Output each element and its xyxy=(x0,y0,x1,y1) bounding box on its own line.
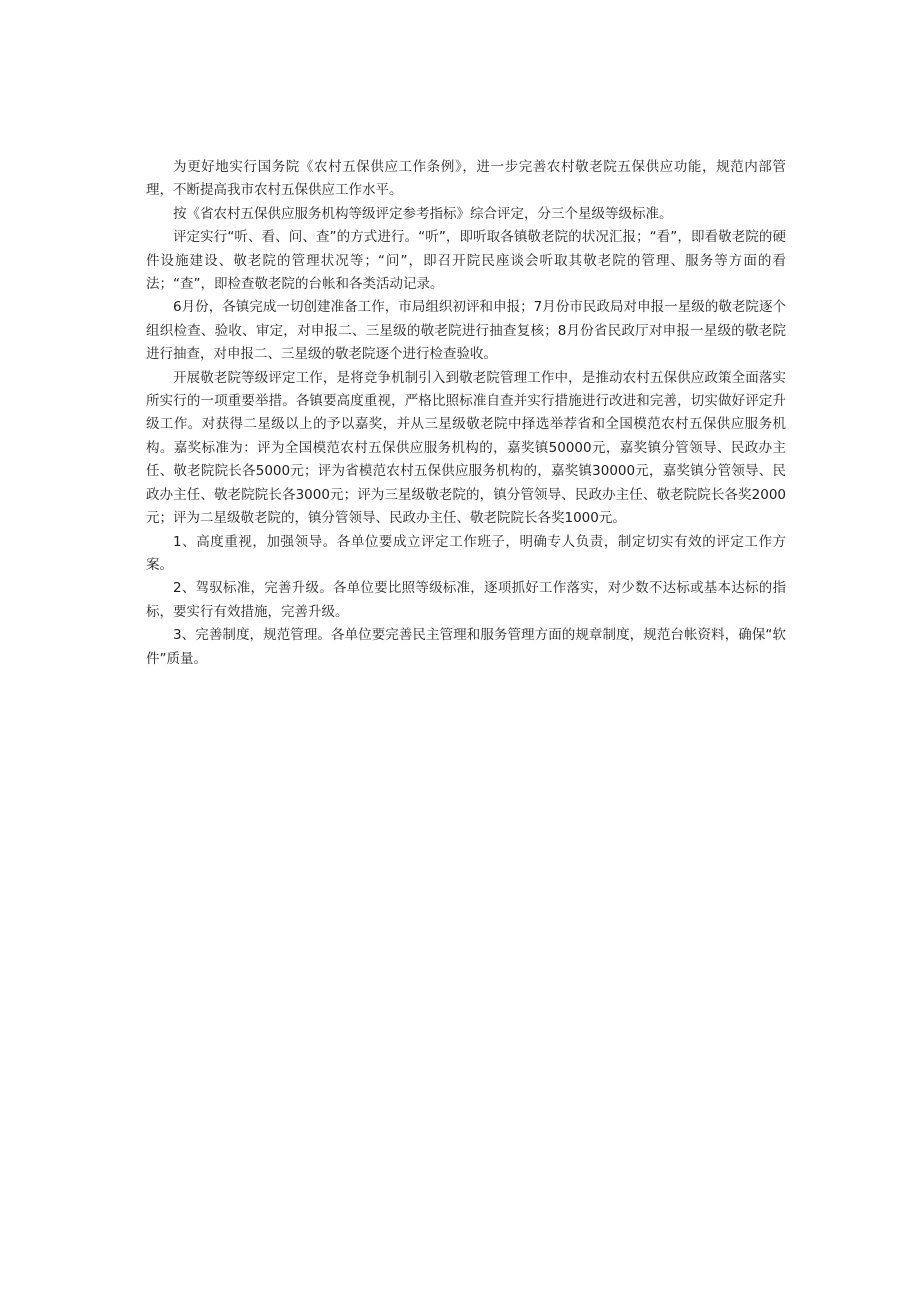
paragraph-intro: 为更好地实行国务院《农村五保供应工作条例》，进一步完善农村敬老院五保供应功能，规范内部管理，不断提高我市农村五保供应工作水平。 xyxy=(146,159,786,199)
paragraph-item-2: 2、驾驭标准，完善升级。各单位要比照等级标准，逐项抓好工作落实，对少数不达标或基本达标的指标，要实行有效措施，完善升级。 xyxy=(146,580,786,620)
paragraph-schedule: 6月份，各镇完成一切创建准备工作，市局组织初评和申报；7月份市民政局对申报一星级的敬老院逐个组织检查、验收、审定，对申报二、三星级的敬老院进行抽查复核；8月份省民政厅对申报一星级的敬老院进行抽查，对申报二、三星级的敬老院逐个进行检查验收。 xyxy=(146,299,786,363)
document-body xyxy=(146,156,786,671)
paragraph-item-3: 3、完善制度，规范管理。各单位要完善民主管理和服务管理方面的规章制度，规范台帐资料，确保“软件”质量。 xyxy=(146,627,786,667)
paragraph-item-1: 1、高度重视，加强领导。各单位要成立评定工作班子，明确专人负责，制定切实有效的评定工作方案。 xyxy=(146,533,786,573)
paragraph-rewards: 开展敬老院等级评定工作，是将竞争机制引入到敬老院管理工作中，是推动农村五保供应政策全面落实所实行的一项重要举措。各镇要高度重视，严格比照标准自查并实行措施进行改进和完善，切实做好评定升级工作。对获得二星级以上的予以嘉奖，并从三星级敬老院中择选举荐省和全国模范农村五保供应服务机构。嘉奖标准为：评为全国模范农村五保供应服务机构的，嘉奖镇50000元，嘉奖镇分管领导、民政办主任、敬老院院长各5000元；评为省模范农村五保供应服务机构的，嘉奖镇30000元，嘉奖镇分管领导、民政办主任、敬老院院长各3000元；评为三星级敬老院的，镇分管领导、民政办主任、敬老院院长各奖2000元；评为二星级敬老院的，镇分管领导、民政办主任、敬老院院长各奖1000元。 xyxy=(146,369,786,527)
paragraph-standard: 按《省农村五保供应服务机构等级评定参考指标》综合评定，分三个星级等级标准。 xyxy=(173,205,673,222)
paragraph-method: 评定实行“听、看、问、查”的方式进行。“听”，即听取各镇敬老院的状况汇报；“看”，即看敬老院的硬件设施建设、敬老院的管理状况等；“问”，即召开院民座谈会听取其敬老院的管理、服务等方面的看法；“查”，即检查敬老院的台帐和各类活动记录。 xyxy=(146,229,786,293)
